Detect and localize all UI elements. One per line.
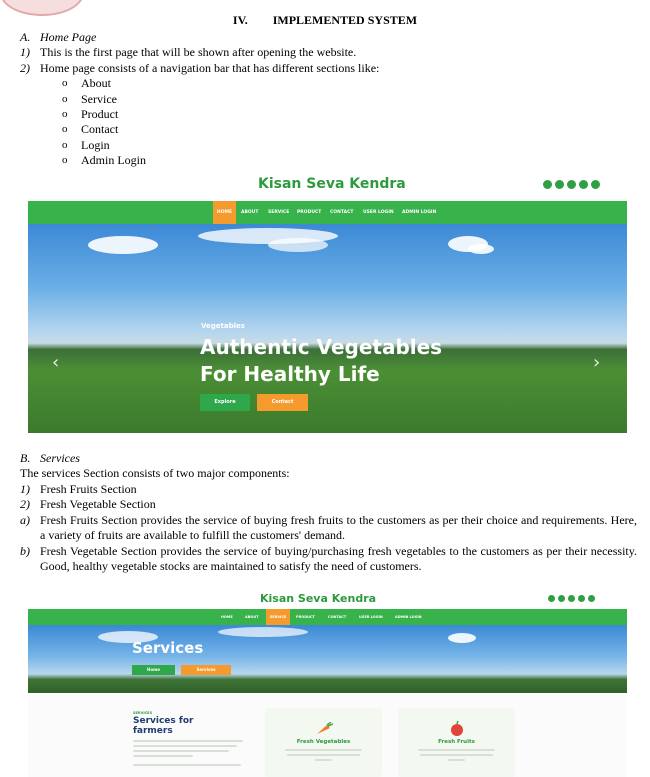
text-placeholder xyxy=(133,764,241,766)
bullet-item-contact: Contact xyxy=(81,122,119,136)
subsection-a-letter: A. xyxy=(20,30,31,44)
bullet-marker: o xyxy=(62,93,68,105)
bullet-item-login: Login xyxy=(81,138,110,152)
banner-title: Services xyxy=(132,639,204,657)
navbar xyxy=(28,609,627,625)
cloud xyxy=(268,238,328,252)
bullet-marker: o xyxy=(62,123,68,135)
services-banner xyxy=(28,625,627,693)
text-placeholder xyxy=(418,749,495,751)
nav-contact[interactable]: CONTACT xyxy=(328,615,347,619)
contact-button[interactable]: Contact xyxy=(257,394,308,411)
linkedin-icon xyxy=(579,180,588,189)
card-title-vegetables: Fresh Vegetables xyxy=(296,739,351,745)
bullet-marker: o xyxy=(62,108,68,120)
carrot-icon xyxy=(315,722,333,736)
chevron-right-icon[interactable]: › xyxy=(593,352,601,373)
vegetables-paragraph: Fresh Vegetable Section provides the service of buying/purchasing fresh vegetables to the customers as per their necessity. Good, healthy vegetable stocks are maintained to satisfy the need of customers. xyxy=(40,544,637,573)
bullet-item-service: Service xyxy=(81,92,117,106)
text-placeholder xyxy=(287,754,360,756)
services-button[interactable]: Services xyxy=(181,665,231,675)
hero-carousel xyxy=(28,224,627,433)
list-item: This is the first page that will be shown after opening the website. xyxy=(40,45,357,59)
text-placeholder xyxy=(133,750,229,752)
nav-user-login[interactable]: USER LOGIN xyxy=(359,615,383,619)
nav-contact[interactable]: CONTACT xyxy=(330,210,354,215)
nav-service[interactable]: SERVICE xyxy=(268,210,290,215)
subsection-b-heading: Services xyxy=(40,451,80,465)
nav-admin-login[interactable]: ADMIN LOGIN xyxy=(402,210,437,215)
youtube-icon xyxy=(588,595,595,602)
instagram-icon xyxy=(568,595,575,602)
card-title-fruits: Fresh Fruits xyxy=(438,739,475,745)
list-number: 2) xyxy=(20,61,30,75)
bullet-marker: o xyxy=(62,77,68,89)
social-icons xyxy=(543,180,600,189)
services-kicker: SERVICES xyxy=(133,711,153,715)
apple-icon xyxy=(449,720,465,736)
nav-user-login[interactable]: USER LOGIN xyxy=(363,210,394,215)
hero-title-line-2: For Healthy Life xyxy=(200,362,380,386)
list-number: 1) xyxy=(20,482,30,496)
bullet-item-admin-login: Admin Login xyxy=(81,153,146,167)
sub-list-label: a) xyxy=(20,513,30,527)
bullet-marker: o xyxy=(62,139,68,151)
brand-title: Kisan Seva Kendra xyxy=(258,176,406,192)
explore-button[interactable]: Explore xyxy=(200,394,250,411)
list-item: Fresh Vegetable Section xyxy=(40,497,156,511)
subsection-b-letter: B. xyxy=(20,451,31,465)
home-button[interactable]: Home xyxy=(132,665,175,675)
text-placeholder xyxy=(315,759,332,761)
cloud xyxy=(448,633,476,643)
social-icons xyxy=(548,595,595,602)
home-page-screenshot xyxy=(28,170,627,433)
list-number: 2) xyxy=(20,497,30,511)
facebook-icon xyxy=(558,595,565,602)
cloud xyxy=(468,244,494,254)
instagram-icon xyxy=(567,180,576,189)
linkedin-icon xyxy=(578,595,585,602)
service-card-vegetables[interactable] xyxy=(265,708,382,777)
services-intro-title-1: Services for xyxy=(133,716,194,726)
services-intro-title-2: farmers xyxy=(133,726,173,736)
chevron-left-icon[interactable]: ‹ xyxy=(52,352,60,373)
navbar xyxy=(28,201,627,224)
nav-product[interactable]: PRODUCT xyxy=(296,615,315,619)
nav-product[interactable]: PRODUCT xyxy=(297,210,322,215)
hero-kicker: Vegetables xyxy=(201,322,245,330)
bullet-item-product: Product xyxy=(81,107,119,121)
text-placeholder xyxy=(133,755,193,757)
section-title: IMPLEMENTED SYSTEM xyxy=(272,13,418,27)
nav-admin-login[interactable]: ADMIN LOGIN xyxy=(395,615,422,619)
text-placeholder xyxy=(420,754,493,756)
twitter-icon xyxy=(543,180,552,189)
services-intro: The services Section consists of two major components: xyxy=(20,466,290,480)
services-page-screenshot xyxy=(28,590,627,777)
service-card-fruits[interactable] xyxy=(398,708,515,777)
hero-title-line-1: Authentic Vegetables xyxy=(200,335,443,359)
list-item: Fresh Fruits Section xyxy=(40,482,137,496)
nav-about[interactable]: ABOUT xyxy=(241,210,259,215)
section-heading xyxy=(0,13,650,28)
bullet-item-about: About xyxy=(81,76,111,90)
nav-home[interactable]: HOME xyxy=(213,201,236,224)
section-number: IV. xyxy=(232,13,248,27)
text-placeholder xyxy=(133,745,237,747)
sub-list-label: b) xyxy=(20,544,30,558)
list-number: 1) xyxy=(20,45,30,59)
cloud xyxy=(88,236,158,254)
brand-title: Kisan Seva Kendra xyxy=(260,592,377,605)
bullet-marker: o xyxy=(62,154,68,166)
services-content xyxy=(28,695,627,777)
twitter-icon xyxy=(548,595,555,602)
youtube-icon xyxy=(591,180,600,189)
text-placeholder xyxy=(285,749,362,751)
facebook-icon xyxy=(555,180,564,189)
nav-service[interactable]: SERVICE xyxy=(266,609,290,625)
nav-home[interactable]: HOME xyxy=(221,615,233,619)
fruits-paragraph: Fresh Fruits Section provides the service of buying fresh fruits to the customers as per their choice and requirements. Here, a variety of fruits are available to fulfill the customers' demand. xyxy=(40,513,637,542)
text-placeholder xyxy=(448,759,465,761)
list-item: Home page consists of a navigation bar that has different sections like: xyxy=(40,61,380,75)
cloud xyxy=(218,627,308,637)
nav-about[interactable]: ABOUT xyxy=(245,615,259,619)
text-placeholder xyxy=(133,740,243,742)
subsection-a-heading: Home Page xyxy=(40,30,97,44)
